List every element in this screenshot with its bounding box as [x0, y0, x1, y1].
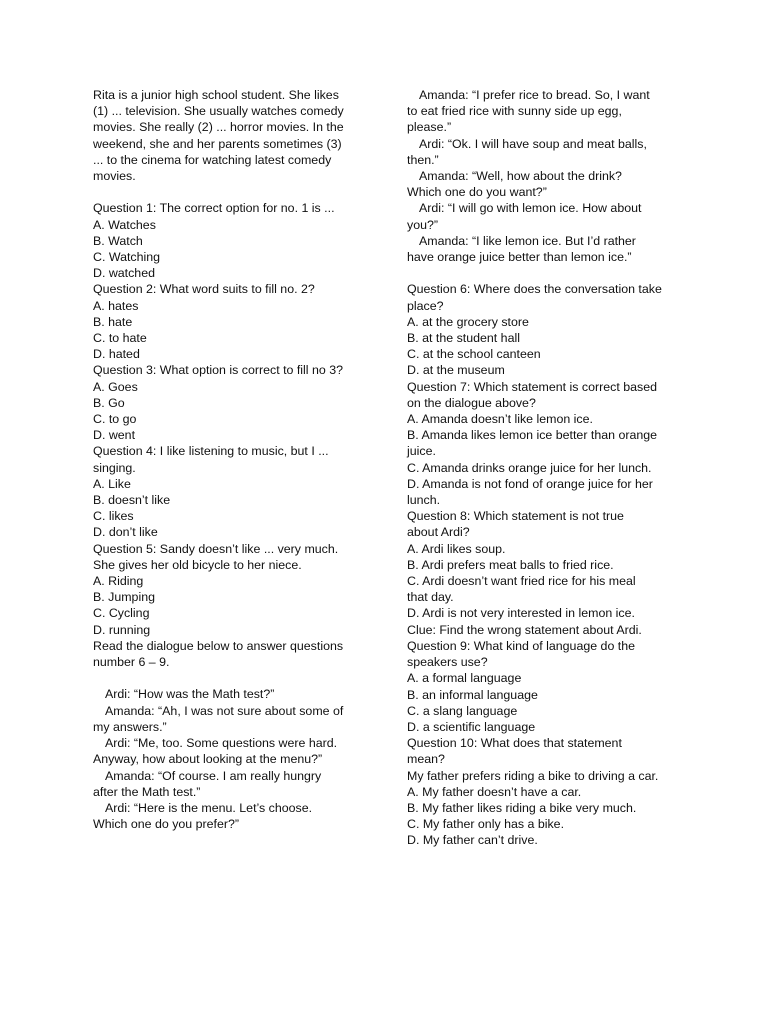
- question-text-cont: mean?: [407, 752, 445, 767]
- option-a: A. Riding: [93, 574, 144, 589]
- option-b: B. Amanda likes lemon ice better than orange: [407, 428, 658, 443]
- option-b: B. Go: [93, 395, 125, 410]
- option-b: B. Watch: [93, 233, 143, 248]
- option-a: A. Watches: [93, 217, 156, 232]
- reading-passage: [93, 87, 365, 184]
- option-b: B. My father likes riding a bike very much.: [407, 800, 637, 815]
- option-c: C. at the school canteen: [407, 347, 541, 362]
- question-text: Question 8: Which statement is not true: [407, 509, 624, 524]
- spacer: [407, 265, 679, 281]
- question-2: [93, 281, 365, 362]
- option-d: D. went: [93, 428, 136, 443]
- spacer: [93, 184, 365, 200]
- option-b: B. an informal language: [407, 687, 538, 702]
- question-text-cont: on the dialogue above?: [407, 395, 536, 410]
- question-10: [407, 735, 679, 848]
- passage-line: movies.: [93, 169, 136, 184]
- question-6: [407, 281, 679, 378]
- instruction-line: Read the dialogue below to answer questions: [93, 638, 344, 653]
- question-text: Question 1: The correct option for no. 1 is ...: [93, 201, 335, 216]
- option-b: B. Ardi prefers meat balls to fried rice.: [407, 557, 614, 572]
- option-d: D. at the museum: [407, 363, 505, 378]
- option-b: B. at the student hall: [407, 331, 520, 346]
- dialogue-line-cont: to eat fried rice with sunny side up egg,: [407, 104, 622, 119]
- option-c: C. Amanda drinks orange juice for her lunch.: [407, 460, 652, 475]
- dialogue-part-1: [93, 686, 365, 832]
- question-8: [407, 508, 679, 638]
- question-9: [407, 638, 679, 735]
- question-text: Question 3: What option is correct to fill no 3?: [93, 363, 344, 378]
- dialogue-line-cont: please.”: [407, 120, 452, 135]
- dialogue-line-cont: my answers.”: [93, 719, 167, 734]
- question-text: Question 10: What does that statement: [407, 736, 622, 751]
- option-a: A. Like: [93, 476, 131, 491]
- option-c: C. My father only has a bike.: [407, 817, 565, 832]
- dialogue-line-cont: Which one do you prefer?”: [93, 817, 240, 832]
- option-a: A. Goes: [93, 379, 138, 394]
- question-text: Question 9: What kind of language do the: [407, 638, 636, 653]
- option-d: D. hated: [93, 347, 140, 362]
- option-c: C. a slang language: [407, 703, 518, 718]
- left-column: [93, 87, 365, 832]
- dialogue-line-cont: Which one do you want?”: [407, 185, 547, 200]
- dialogue-line: Amanda: “I like lemon ice. But I’d rather: [419, 233, 636, 248]
- dialogue-line-cont: after the Math test.”: [93, 784, 201, 799]
- dialogue-instruction: [93, 638, 365, 670]
- passage-line: movies. She really (2) ... horror movies. In the: [93, 120, 344, 135]
- option-a: A. Ardi likes soup.: [407, 541, 506, 556]
- question-text: Question 5: Sandy doesn’t like ... very much.: [93, 541, 339, 556]
- question-text-cont: She gives her old bicycle to her niece.: [93, 557, 302, 572]
- option-c: C. to hate: [93, 331, 147, 346]
- dialogue-line: Ardi: “Ok. I will have soup and meat balls,: [419, 136, 647, 151]
- dialogue-line-cont: then.”: [407, 152, 439, 167]
- option-d: D. don’t like: [93, 525, 158, 540]
- statement-text: My father prefers riding a bike to driving a car.: [407, 768, 659, 783]
- option-c: C. Cycling: [93, 606, 150, 621]
- option-a: A. My father doesn’t have a car.: [407, 784, 582, 799]
- question-5: [93, 541, 365, 638]
- option-c: C. likes: [93, 509, 134, 524]
- question-text: Question 6: Where does the conversation take: [407, 282, 662, 297]
- option-c: C. to go: [93, 412, 137, 427]
- passage-line: (1) ... television. She usually watches comedy: [93, 104, 344, 119]
- question-text-cont: speakers use?: [407, 655, 488, 670]
- dialogue-line: Amanda: “I prefer rice to bread. So, I want: [419, 88, 650, 102]
- option-d: D. running: [93, 622, 151, 637]
- right-column: [407, 87, 679, 849]
- option-c: C. Ardi doesn’t want fried rice for his meal: [407, 574, 636, 589]
- question-text-cont: place?: [407, 298, 444, 313]
- spacer: [93, 670, 365, 686]
- option-c-cont: that day.: [407, 590, 454, 605]
- question-text: Question 7: Which statement is correct based: [407, 379, 657, 394]
- option-a: A. Amanda doesn’t like lemon ice.: [407, 412, 593, 427]
- option-d-cont: lunch.: [407, 493, 441, 508]
- instruction-line: number 6 – 9.: [93, 655, 170, 670]
- option-b-cont: juice.: [407, 444, 436, 459]
- option-c: C. Watching: [93, 250, 161, 265]
- option-d: D. a scientific language: [407, 719, 536, 734]
- question-text-cont: singing.: [93, 460, 136, 475]
- passage-line: weekend, she and her parents sometimes (3): [93, 136, 342, 151]
- passage-line: Rita is a junior high school student. She likes: [93, 88, 339, 102]
- question-text: Question 2: What word suits to fill no. 2?: [93, 282, 315, 297]
- option-b: B. hate: [93, 314, 133, 329]
- dialogue-line: Ardi: “How was the Math test?”: [105, 687, 275, 702]
- dialogue-line: Ardi: “I will go with lemon ice. How about: [419, 201, 642, 216]
- dialogue-line: Ardi: “Here is the menu. Let’s choose.: [105, 800, 313, 815]
- passage-line: ... to the cinema for watching latest comedy: [93, 152, 332, 167]
- option-d: D. Amanda is not fond of orange juice for her: [407, 476, 653, 491]
- dialogue-line: Ardi: “Me, too. Some questions were hard.: [105, 736, 338, 751]
- dialogue-line: Amanda: “Of course. I am really hungry: [105, 768, 322, 783]
- option-a: A. hates: [93, 298, 139, 313]
- dialogue-line: Amanda: “Well, how about the drink?: [419, 169, 622, 184]
- dialogue-line-cont: you?”: [407, 217, 438, 232]
- option-b: B. Jumping: [93, 590, 155, 605]
- question-text-cont: about Ardi?: [407, 525, 470, 540]
- option-b: B. doesn’t like: [93, 493, 171, 508]
- dialogue-line: Amanda: “Ah, I was not sure about some of: [105, 703, 344, 718]
- option-d: D. Ardi is not very interested in lemon ice.: [407, 606, 635, 621]
- question-1: [93, 200, 365, 281]
- question-text: Question 4: I like listening to music, but I ...: [93, 444, 329, 459]
- dialogue-line-cont: have orange juice better than lemon ice.”: [407, 250, 632, 265]
- question-7: [407, 379, 679, 509]
- option-a: A. at the grocery store: [407, 314, 529, 329]
- option-a: A. a formal language: [407, 671, 522, 686]
- clue-text: Clue: Find the wrong statement about Ardi.: [407, 622, 642, 637]
- dialogue-part-2: [407, 87, 679, 265]
- option-d: D. My father can’t drive.: [407, 833, 538, 848]
- dialogue-line-cont: Anyway, how about looking at the menu?”: [93, 752, 323, 767]
- question-3: [93, 362, 365, 443]
- question-4: [93, 443, 365, 540]
- option-d: D. watched: [93, 266, 155, 281]
